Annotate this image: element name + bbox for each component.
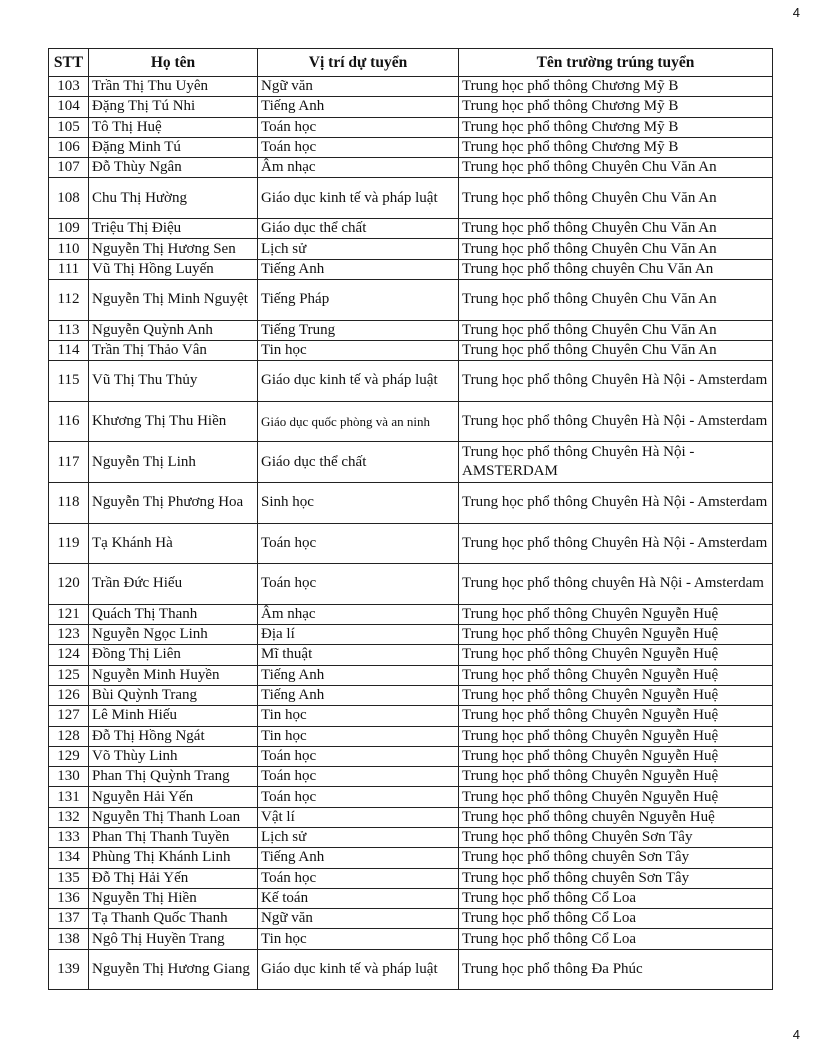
school-cell: Trung học phổ thông Chương Mỹ B <box>459 137 773 157</box>
table-row <box>49 523 773 564</box>
school-cell: Trung học phổ thông Chuyên Nguyễn Huệ <box>459 787 773 807</box>
name-cell: Nguyễn Hải Yến <box>89 787 258 807</box>
position-cell: Tiếng Anh <box>258 848 459 868</box>
position-cell: Giáo dục kinh tế và pháp luật <box>258 949 459 990</box>
stt-cell: 115 <box>49 361 89 402</box>
name-cell: Võ Thùy Linh <box>89 746 258 766</box>
name-cell: Khương Thị Thu Hiền <box>89 401 258 442</box>
header-stt: STT <box>49 49 89 77</box>
table-row <box>49 482 773 523</box>
stt-cell: 139 <box>49 949 89 990</box>
name-cell: Nguyễn Ngọc Linh <box>89 625 258 645</box>
name-cell: Lê Minh Hiếu <box>89 706 258 726</box>
school-cell: Trung học phổ thông Chương Mỹ B <box>459 117 773 137</box>
table-row <box>49 158 773 178</box>
name-cell: Triệu Thị Điệu <box>89 219 258 239</box>
position-cell: Toán học <box>258 746 459 766</box>
stt-cell: 120 <box>49 564 89 605</box>
table-row <box>49 868 773 888</box>
position-cell: Tin học <box>258 726 459 746</box>
school-cell: Trung học phổ thông Chương Mỹ B <box>459 77 773 97</box>
table-header-row <box>49 49 773 77</box>
position-cell: Tiếng Pháp <box>258 279 459 320</box>
position-cell: Toán học <box>258 523 459 564</box>
name-cell: Phan Thị Thanh Tuyền <box>89 827 258 847</box>
name-cell: Quách Thị Thanh <box>89 604 258 624</box>
name-cell: Vũ Thị Hồng Luyến <box>89 259 258 279</box>
stt-cell: 134 <box>49 848 89 868</box>
school-cell: Trung học phổ thông Chuyên Hà Nội - Amsterdam <box>459 482 773 523</box>
page-number-top: 4 <box>792 5 800 20</box>
table-row <box>49 361 773 402</box>
position-cell: Tin học <box>258 340 459 360</box>
name-cell: Đặng Minh Tú <box>89 137 258 157</box>
school-cell: Trung học phổ thông Cổ Loa <box>459 929 773 949</box>
table-row <box>49 117 773 137</box>
school-cell: Trung học phổ thông Chuyên Nguyễn Huệ <box>459 665 773 685</box>
name-cell: Phùng Thị Khánh Linh <box>89 848 258 868</box>
table-row <box>49 787 773 807</box>
stt-cell: 114 <box>49 340 89 360</box>
position-cell: Sinh học <box>258 482 459 523</box>
stt-cell: 128 <box>49 726 89 746</box>
table-row <box>49 320 773 340</box>
school-cell: Trung học phổ thông Chuyên Sơn Tây <box>459 827 773 847</box>
table-row <box>49 665 773 685</box>
name-cell: Tô Thị Huệ <box>89 117 258 137</box>
stt-cell: 109 <box>49 219 89 239</box>
name-cell: Nguyễn Thị Thanh Loan <box>89 807 258 827</box>
table-row <box>49 137 773 157</box>
school-cell: Trung học phổ thông Chuyên Nguyễn Huệ <box>459 604 773 624</box>
table-row <box>49 746 773 766</box>
stt-cell: 108 <box>49 178 89 219</box>
position-cell: Tiếng Anh <box>258 259 459 279</box>
school-cell: Trung học phổ thông Chuyên Nguyễn Huệ <box>459 685 773 705</box>
name-cell: Trần Đức Hiếu <box>89 564 258 605</box>
stt-cell: 121 <box>49 604 89 624</box>
school-cell: Trung học phổ thông Cổ Loa <box>459 909 773 929</box>
position-cell: Toán học <box>258 787 459 807</box>
stt-cell: 113 <box>49 320 89 340</box>
position-cell: Âm nhạc <box>258 158 459 178</box>
name-cell: Đỗ Thị Hải Yến <box>89 868 258 888</box>
school-cell: Trung học phổ thông Chuyên Chu Văn An <box>459 239 773 259</box>
table-row <box>49 929 773 949</box>
school-cell: Trung học phổ thông Chuyên Chu Văn An <box>459 219 773 239</box>
school-cell: Trung học phổ thông chuyên Chu Văn An <box>459 259 773 279</box>
table-row <box>49 807 773 827</box>
table-row <box>49 888 773 908</box>
stt-cell: 110 <box>49 239 89 259</box>
table-row <box>49 97 773 117</box>
stt-cell: 112 <box>49 279 89 320</box>
results-table <box>48 48 773 990</box>
table-row <box>49 401 773 442</box>
table-row <box>49 259 773 279</box>
school-cell: Trung học phổ thông Chương Mỹ B <box>459 97 773 117</box>
position-cell: Toán học <box>258 767 459 787</box>
stt-cell: 138 <box>49 929 89 949</box>
table-row <box>49 625 773 645</box>
name-cell: Tạ Thanh Quốc Thanh <box>89 909 258 929</box>
stt-cell: 136 <box>49 888 89 908</box>
school-cell: Trung học phổ thông Đa Phúc <box>459 949 773 990</box>
position-cell: Tiếng Anh <box>258 665 459 685</box>
stt-cell: 130 <box>49 767 89 787</box>
position-cell: Âm nhạc <box>258 604 459 624</box>
school-cell: Trung học phổ thông chuyên Sơn Tây <box>459 848 773 868</box>
stt-cell: 103 <box>49 77 89 97</box>
school-cell: Trung học phổ thông chuyên Nguyễn Huệ <box>459 807 773 827</box>
school-cell: Trung học phổ thông Chuyên Chu Văn An <box>459 279 773 320</box>
position-cell: Giáo dục thể chất <box>258 442 459 483</box>
position-cell: Giáo dục quốc phòng và an ninh <box>258 401 459 442</box>
name-cell: Phan Thị Quỳnh Trang <box>89 767 258 787</box>
school-cell: Trung học phổ thông chuyên Sơn Tây <box>459 868 773 888</box>
name-cell: Nguyễn Thị Hiền <box>89 888 258 908</box>
name-cell: Nguyễn Quỳnh Anh <box>89 320 258 340</box>
table-row <box>49 219 773 239</box>
table-row <box>49 340 773 360</box>
position-cell: Ngữ văn <box>258 77 459 97</box>
stt-cell: 106 <box>49 137 89 157</box>
position-cell: Tiếng Trung <box>258 320 459 340</box>
school-cell: Trung học phổ thông Chuyên Nguyễn Huệ <box>459 706 773 726</box>
position-cell: Ngữ văn <box>258 909 459 929</box>
position-cell: Mĩ thuật <box>258 645 459 665</box>
position-cell: Toán học <box>258 137 459 157</box>
stt-cell: 129 <box>49 746 89 766</box>
position-cell: Địa lí <box>258 625 459 645</box>
table-row <box>49 604 773 624</box>
name-cell: Nguyễn Thị Phương Hoa <box>89 482 258 523</box>
stt-cell: 125 <box>49 665 89 685</box>
stt-cell: 135 <box>49 868 89 888</box>
school-cell: Trung học phổ thông Chuyên Nguyễn Huệ <box>459 625 773 645</box>
table-body <box>49 77 773 990</box>
table-row <box>49 827 773 847</box>
stt-cell: 111 <box>49 259 89 279</box>
stt-cell: 131 <box>49 787 89 807</box>
position-cell: Tiếng Anh <box>258 685 459 705</box>
stt-cell: 124 <box>49 645 89 665</box>
table-row <box>49 767 773 787</box>
name-cell: Nguyễn Thị Linh <box>89 442 258 483</box>
school-cell: Trung học phổ thông Chuyên Nguyễn Huệ <box>459 746 773 766</box>
stt-cell: 126 <box>49 685 89 705</box>
school-cell: Trung học phổ thông Chuyên Chu Văn An <box>459 340 773 360</box>
name-cell: Trần Thị Thu Uyên <box>89 77 258 97</box>
position-cell: Tiếng Anh <box>258 97 459 117</box>
table-row <box>49 949 773 990</box>
header-position: Vị trí dự tuyển <box>258 49 459 77</box>
name-cell: Đồng Thị Liên <box>89 645 258 665</box>
table-row <box>49 178 773 219</box>
school-cell: Trung học phổ thông Chuyên Chu Văn An <box>459 320 773 340</box>
school-cell: Trung học phổ thông Chuyên Chu Văn An <box>459 178 773 219</box>
name-cell: Ngô Thị Huyền Trang <box>89 929 258 949</box>
table-row <box>49 909 773 929</box>
school-cell: Trung học phổ thông chuyên Hà Nội - Amsterdam <box>459 564 773 605</box>
name-cell: Nguyễn Thị Minh Nguyệt <box>89 279 258 320</box>
header-school: Tên trường trúng tuyển <box>459 49 773 77</box>
name-cell: Trần Thị Thảo Vân <box>89 340 258 360</box>
position-cell: Lịch sử <box>258 239 459 259</box>
position-cell: Toán học <box>258 564 459 605</box>
table-row <box>49 279 773 320</box>
stt-cell: 116 <box>49 401 89 442</box>
name-cell: Nguyễn Thị Hương Sen <box>89 239 258 259</box>
stt-cell: 118 <box>49 482 89 523</box>
stt-cell: 105 <box>49 117 89 137</box>
table-row <box>49 442 773 483</box>
school-cell: Trung học phổ thông Chuyên Hà Nội - Amsterdam <box>459 361 773 402</box>
stt-cell: 133 <box>49 827 89 847</box>
stt-cell: 137 <box>49 909 89 929</box>
name-cell: Nguyễn Thị Hương Giang <box>89 949 258 990</box>
header-name: Họ tên <box>89 49 258 77</box>
position-cell: Tin học <box>258 929 459 949</box>
position-cell: Lịch sử <box>258 827 459 847</box>
stt-cell: 104 <box>49 97 89 117</box>
table-row <box>49 685 773 705</box>
position-cell: Kế toán <box>258 888 459 908</box>
school-cell: Trung học phổ thông Chuyên Chu Văn An <box>459 158 773 178</box>
position-cell: Giáo dục kinh tế và pháp luật <box>258 178 459 219</box>
page-number-bottom: 4 <box>792 1027 800 1042</box>
name-cell: Bùi Quỳnh Trang <box>89 685 258 705</box>
school-cell: Trung học phổ thông Chuyên Hà Nội - Amsterdam <box>459 523 773 564</box>
table-row <box>49 564 773 605</box>
name-cell: Chu Thị Hường <box>89 178 258 219</box>
position-cell: Giáo dục thể chất <box>258 219 459 239</box>
stt-cell: 123 <box>49 625 89 645</box>
name-cell: Tạ Khánh Hà <box>89 523 258 564</box>
stt-cell: 117 <box>49 442 89 483</box>
table-row <box>49 848 773 868</box>
name-cell: Đỗ Thùy Ngân <box>89 158 258 178</box>
position-cell: Giáo dục kinh tế và pháp luật <box>258 361 459 402</box>
position-cell: Toán học <box>258 868 459 888</box>
table-row <box>49 706 773 726</box>
table-row <box>49 239 773 259</box>
stt-cell: 132 <box>49 807 89 827</box>
name-cell: Nguyễn Minh Huyền <box>89 665 258 685</box>
name-cell: Đặng Thị Tú Nhi <box>89 97 258 117</box>
table-row <box>49 726 773 746</box>
school-cell: Trung học phổ thông Chuyên Nguyễn Huệ <box>459 767 773 787</box>
stt-cell: 119 <box>49 523 89 564</box>
table-row <box>49 645 773 665</box>
school-cell: Trung học phổ thông Chuyên Nguyễn Huệ <box>459 645 773 665</box>
position-cell: Vật lí <box>258 807 459 827</box>
school-cell: Trung học phổ thông Chuyên Nguyễn Huệ <box>459 726 773 746</box>
name-cell: Vũ Thị Thu Thủy <box>89 361 258 402</box>
name-cell: Đỗ Thị Hồng Ngát <box>89 726 258 746</box>
stt-cell: 107 <box>49 158 89 178</box>
position-cell: Tin học <box>258 706 459 726</box>
school-cell: Trung học phổ thông Cổ Loa <box>459 888 773 908</box>
table-row <box>49 77 773 97</box>
school-cell: Trung học phổ thông Chuyên Hà Nội - Amsterdam <box>459 401 773 442</box>
school-cell: Trung học phổ thông Chuyên Hà Nội - AMSTERDAM <box>459 442 773 483</box>
stt-cell: 127 <box>49 706 89 726</box>
position-cell: Toán học <box>258 117 459 137</box>
